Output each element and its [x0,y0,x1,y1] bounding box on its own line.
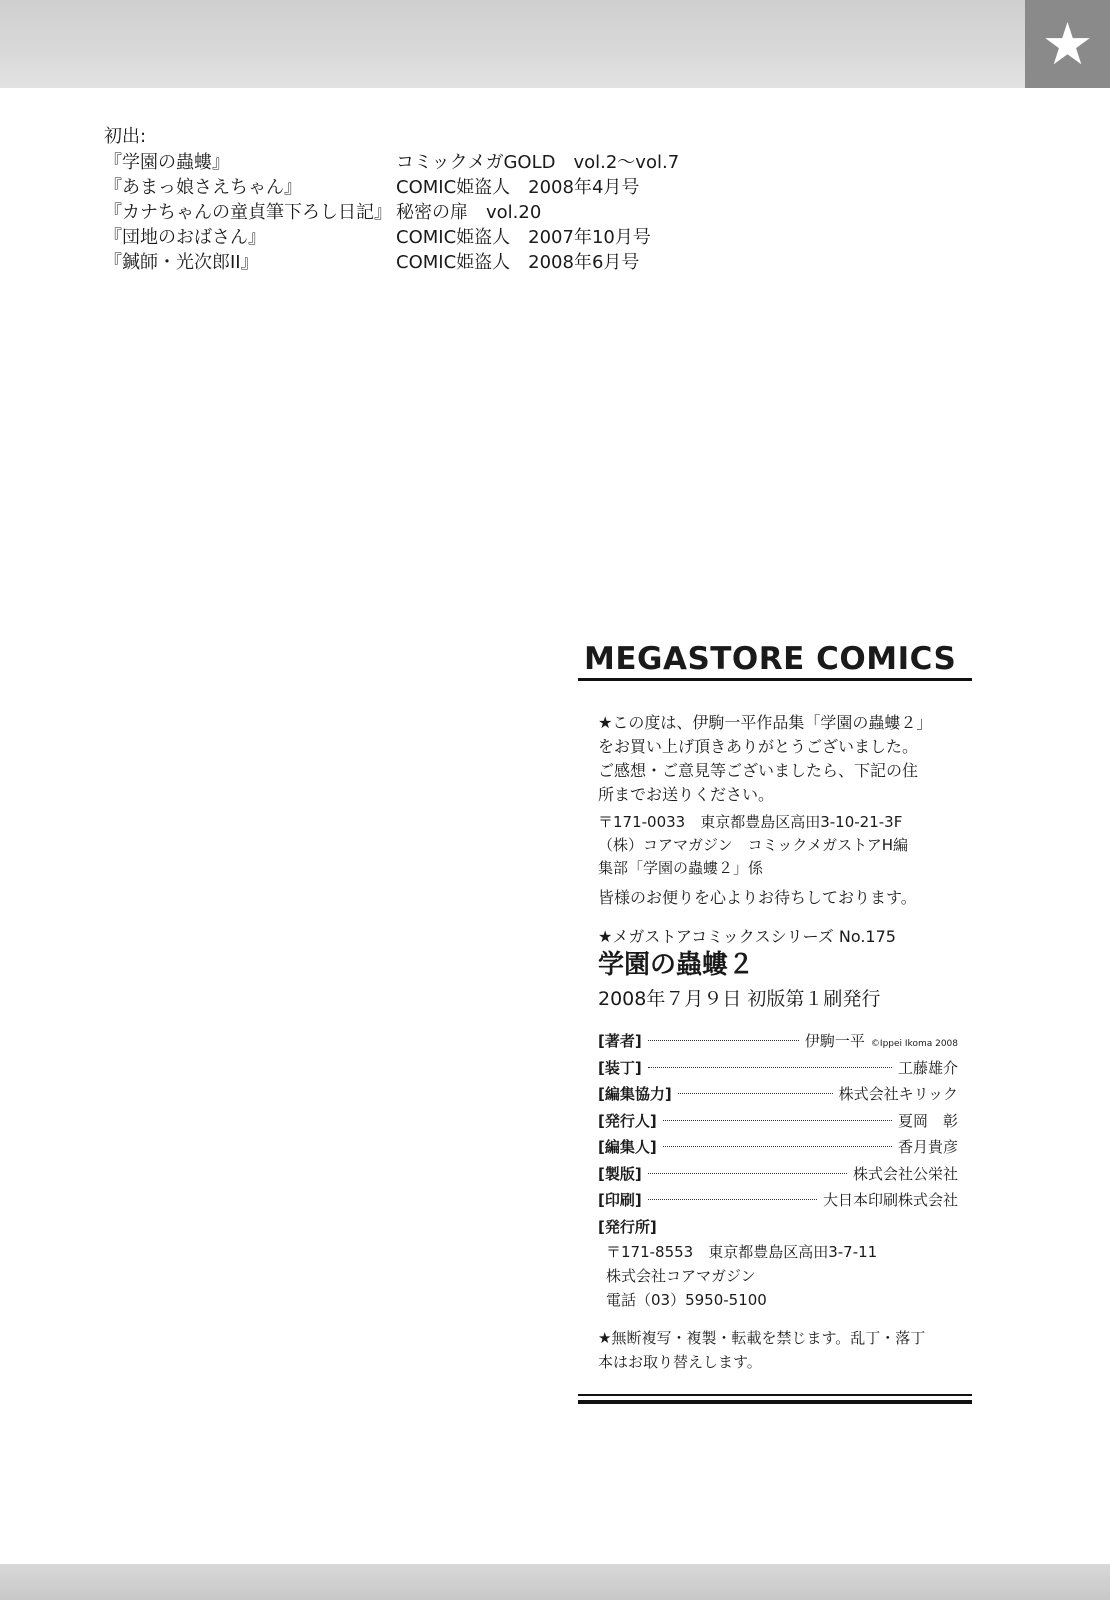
story-title: 『学園の蟲螻』 [104,152,230,173]
copyright-notice [598,1326,968,1374]
story-source: COMIC姫盗人 2008年6月号 [396,252,640,273]
thank-you-message [598,711,978,807]
dot-leader [648,1040,799,1041]
list-item [104,250,679,275]
message-line: ご感想・ご意見等ございましたら、下記の住 [598,761,919,780]
address-line: （株）コアマガジン コミックメガストアH編 [598,836,909,854]
story-title: 『団地のおばさん』 [104,227,266,248]
credit-value: 工藤雄介 [897,1058,958,1077]
divider [578,1400,972,1404]
series-number: ★メガストアコミックスシリーズ No.175 [598,927,896,946]
credit-row [598,1161,958,1188]
bottom-divider [578,1394,978,1404]
first-appearance-list [104,124,679,275]
credit-label: [著者] [598,1032,642,1050]
star-icon: ★ [1041,10,1094,78]
story-source: COMIC姫盗人 2008年4月号 [396,177,640,198]
message-line: をお買い上げ頂きありがとうございました。 [598,737,919,756]
credit-value: 香月貴彦 [897,1138,958,1156]
story-source: 秘密の扉 vol.20 [396,202,542,223]
credit-label: [発行人] [598,1111,657,1130]
publisher-line: 電話（03）5950-5100 [606,1290,767,1309]
colophon [578,640,978,1404]
corner-star-box [1025,0,1110,88]
top-scan-band [0,0,1110,88]
dot-leader [663,1120,892,1121]
book-title: 学園の蟲螻２ [598,950,755,980]
story-title: 『あまっ娘さえちゃん』 [104,177,302,198]
dot-leader [648,1173,847,1174]
story-source: コミックメガGOLD vol.2～vol.7 [396,152,680,173]
credit-value: 株式会社キリック [838,1085,958,1103]
list-item [104,150,679,175]
credit-label: [編集協力] [598,1085,672,1103]
credit-row [598,1028,958,1055]
publisher-label: [発行所] [598,1217,657,1236]
credit-label: [製版] [598,1164,642,1183]
address-line: 集部「学園の蟲螻２」係 [598,859,764,877]
story-title: 『鍼師・光次郎II』 [104,252,259,273]
divider [578,678,972,681]
list-item [104,225,679,250]
story-source: COMIC姫盗人 2007年10月号 [396,227,651,248]
credit-value: 夏岡 彰 [897,1111,958,1130]
credit-row [598,1187,958,1214]
first-appearance-heading: 初出: [104,126,147,147]
copyright-note: ©Ippei Ikoma 2008 [870,1039,958,1049]
notice-line: ★無断複写・複製・転載を禁じます。乱丁・落丁 [598,1328,926,1347]
credit-row [598,1134,958,1161]
list-item [104,200,679,225]
dot-leader [678,1093,833,1094]
credit-value: 大日本印刷株式会社 [822,1191,958,1209]
mail-address [598,811,978,880]
notice-line: 本はお取り替えします。 [598,1352,762,1371]
credit-value: 伊駒一平 [804,1032,865,1050]
publisher-line: 〒171-8553 東京都豊島区高田3-7-11 [606,1242,878,1261]
publisher-line: 株式会社コアマガジン [606,1266,756,1285]
list-item [104,175,679,200]
dot-leader [648,1067,892,1068]
credit-value: 株式会社公栄社 [852,1164,958,1183]
credit-row [598,1108,958,1135]
credit-label: [印刷] [598,1191,642,1209]
credits-list [598,1028,958,1214]
publisher-logo: MEGASTORE COMICS [584,641,957,677]
publication-date: 2008年７月９日 初版第１刷発行 [598,988,881,1010]
dot-leader [663,1146,892,1147]
divider [578,1394,972,1396]
address-line: 〒171-0033 東京都豊島区高田3-10-21-3F [598,813,903,831]
credit-row [598,1055,958,1082]
credit-label: [装丁] [598,1058,642,1077]
credit-label: [編集人] [598,1138,657,1156]
bottom-scan-band [0,1564,1110,1600]
credit-row [598,1081,958,1108]
story-title: 『カナちゃんの童貞筆下ろし日記』 [104,202,392,223]
closing-line: 皆様のお便りを心よりお待ちしております。 [598,888,917,907]
message-line: 所までお送りください。 [598,785,775,804]
message-line: ★この度は、伊駒一平作品集「学園の蟲螻２」 [598,713,933,732]
dot-leader [648,1199,817,1200]
